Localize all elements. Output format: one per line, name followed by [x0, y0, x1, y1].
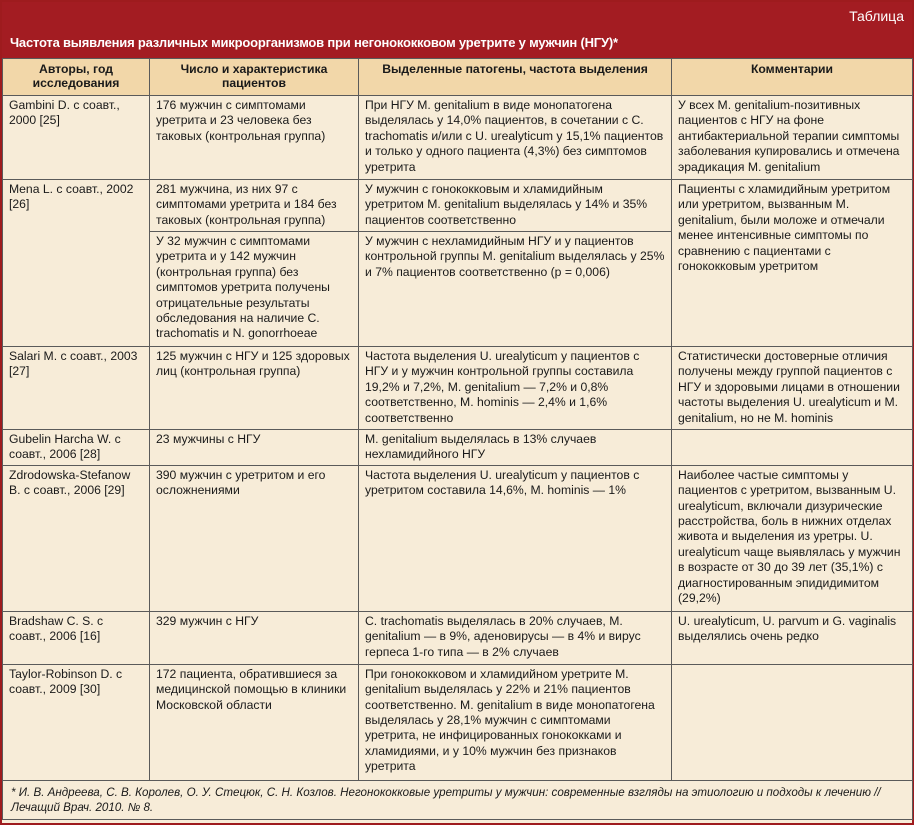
cell-patients: 390 мужчин с уретритом и его осложнениями [150, 465, 359, 611]
cell-comment [672, 664, 913, 780]
table-row [3, 611, 913, 664]
cell-author: Gambini D. с соавт., 2000 [25] [3, 96, 150, 180]
footnote: * И. В. Андреева, С. В. Королев, О. У. Стецюк, С. Н. Козлов. Негонококковые уретриты у мужчин: современные взгляды на этиологию и подходы к лечению // Лечащий Врач. 2010. № 8. [3, 780, 913, 819]
data-table [2, 58, 913, 820]
table-title: Частота выявления различных микроорганизмов при негонококковом уретрите у мужчин (НГУ)* [10, 35, 618, 50]
footnote-row [3, 780, 913, 819]
cell-author: Bradshaw C. S. с соавт., 2006 [16] [3, 611, 150, 664]
cell-comment: Наиболее частые симптомы у пациентов с уретритом, вызванным U. urealyticum, включали дизурические расстройства, боль в нижних отделах живота и выделения из уретры. U. urealyticum чаще выявлялась у мужчин в возрасте от 30 до 39 лет (35,1%) с диагностированным эпидидимитом (29,2%) [672, 465, 913, 611]
table-row [3, 96, 913, 180]
cell-pathogens: C. trachomatis выделялась в 20% случаев, M. genitalium — в 9%, аденовирусы — в 4% и вирус герпеса 1-го типа — в 2% случаев [359, 611, 672, 664]
table-row [3, 664, 913, 780]
column-header-pathogens: Выделенные патогены, частота выделения [359, 59, 672, 96]
cell-comment [672, 430, 913, 466]
cell-author: Zdrodowska-Stefanow B. с соавт., 2006 [29] [3, 465, 150, 611]
cell-comment: U. urealyticum, U. parvum и G. vaginalis выделялись очень редко [672, 611, 913, 664]
cell-patients: 125 мужчин с НГУ и 125 здоровых лиц (контрольная группа) [150, 347, 359, 430]
table-header [2, 2, 912, 58]
cell-patients: 23 мужчины с НГУ [150, 430, 359, 466]
cell-patients: 281 мужчина, из них 97 с симптомами уретрита и 184 без таковых (контрольная группа) [150, 180, 359, 232]
cell-patients: 172 пациента, обратившиеся за медицинской помощью в клиники Московской области [150, 664, 359, 780]
cell-pathogens: Частота выделения U. urealyticum у пациентов с уретритом составила 14,6%, M. hominis — 1% [359, 465, 672, 611]
cell-patients: 176 мужчин с симптомами уретрита и 23 человека без таковых (контрольная группа) [150, 96, 359, 180]
column-header-authors: Авторы, год исследования [3, 59, 150, 96]
column-header-comments: Комментарии [672, 59, 913, 96]
column-header-patients: Число и характеристика пациентов [150, 59, 359, 96]
cell-patients: 329 мужчин с НГУ [150, 611, 359, 664]
cell-pathogens: При гонококковом и хламидийном уретрите M. genitalium выделялась у 22% и 21% пациентов соответственно. M. genitalium в виде монопатогена выделялась у 28,1% мужчин с симптомами уретрита, не инфицированных гонококками и хламидиями, и у 10% мужчин без признаков уретрита [359, 664, 672, 780]
cell-patients: У 32 мужчин с симптомами уретрита и у 142 мужчин (контрольная группа) без симптомов уретрита получены отрицательные результаты обследования на наличие C. trachomatis и N. gonorrhoeae [150, 232, 359, 347]
table-tag: Таблица [849, 8, 904, 24]
cell-author: Salari M. с соавт., 2003 [27] [3, 347, 150, 430]
table-row [3, 347, 913, 430]
cell-comment: Статистически достоверные отличия получены между группой пациентов с НГУ и здоровыми лицами в отношении частоты выделения U. urealyticum и M. genitalium, но не M. hominis [672, 347, 913, 430]
cell-pathogens: У мужчин с гонококковым и хламидийным уретритом M. genitalium выделялась у 14% и 35% пациентов соответственно [359, 180, 672, 232]
cell-author: Mena L. с соавт., 2002 [26] [3, 180, 150, 347]
cell-pathogens: M. genitalium выделялась в 13% случаев нехламидийного НГУ [359, 430, 672, 466]
table-row [3, 180, 913, 232]
table-row [3, 430, 913, 466]
cell-pathogens: При НГУ M. genitalium в виде монопатогена выделялась у 14,0% пациентов, в сочетании с C. trachomatis и/или с U. urealyticum у 15,1% пациентов и только у одного пациента (4,3%) без симптомов уретрита [359, 96, 672, 180]
table-row [3, 465, 913, 611]
cell-pathogens: У мужчин с нехламидийным НГУ и у пациентов контрольной группы M. genitalium выделялась у 25% и 7% пациентов соответственно (р = 0,006) [359, 232, 672, 347]
cell-comment: У всех M. genitalium-позитивных пациентов с НГУ на фоне антибактериальной терапии симптомы заболевания купировались и отмечена эрадикация M. genitalium [672, 96, 913, 180]
cell-author: Taylor-Robinson D. с соавт., 2009 [30] [3, 664, 150, 780]
cell-pathogens: Частота выделения U. urealyticum у пациентов с НГУ и у мужчин контрольной группы составила 19,2% и 7,2%, M. genitalium — 7,2% и 0,8% соответственно, M. hominis — 2,4% и 1,6% соответственно [359, 347, 672, 430]
cell-author: Gubelin Harcha W. с соавт., 2006 [28] [3, 430, 150, 466]
cell-comment: Пациенты с хламидийным уретритом или уретритом, вызванным M. genitalium, были моложе и отмечали менее интенсивные симптомы по сравнению с пациентами с гонококковым уретритом [672, 180, 913, 347]
